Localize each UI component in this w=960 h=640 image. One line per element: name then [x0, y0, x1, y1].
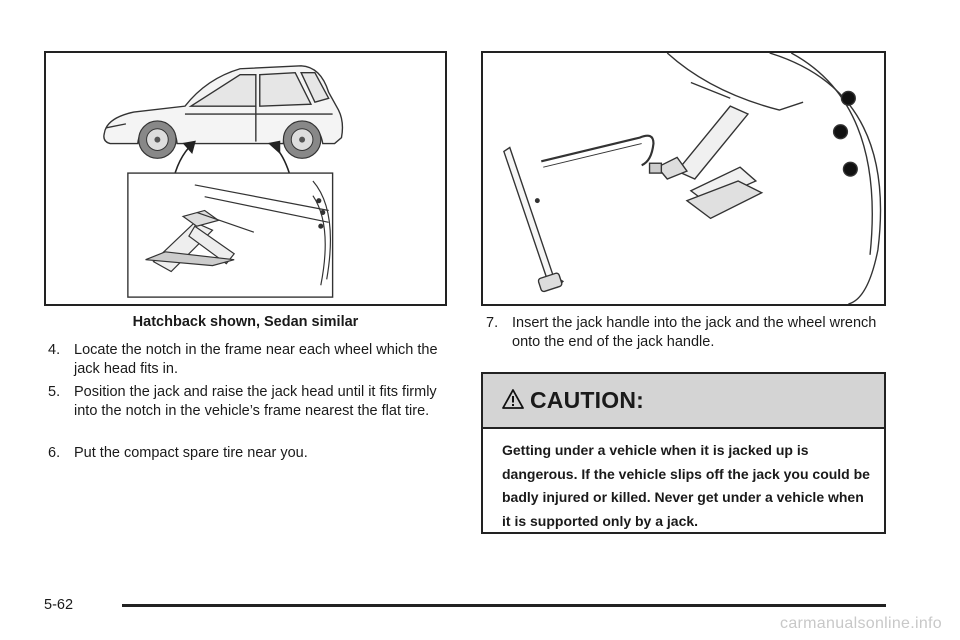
scissor-jack: [657, 106, 761, 218]
step-number: 7.: [486, 315, 499, 331]
wheel-rear: [283, 121, 320, 158]
step-7: [486, 314, 886, 352]
step-4: [48, 341, 448, 379]
caution-header: [483, 374, 884, 429]
step-number: 6.: [48, 445, 61, 461]
figure-car-jack-points: [44, 51, 447, 306]
wheel-front: [139, 121, 176, 158]
step-6: [48, 444, 448, 463]
figure-jack-handle-wrench: [481, 51, 886, 306]
warning-triangle-icon: [502, 388, 524, 410]
figure-caption: Hatchback shown, Sedan similar: [132, 314, 359, 330]
spare-tire-outline: [770, 53, 881, 304]
wheel-lug-hole: [841, 91, 855, 105]
step-number: 5.: [48, 384, 61, 400]
page-number: 5-62: [44, 597, 74, 613]
caution-text: Getting under a vehicle when it is jacked up is dangerous. If the vehicle slips off the jack you could be badly injured or killed. Never get under a vehicle when it is supported only by a jack.: [502, 442, 870, 529]
caution-title: CAUTION:: [530, 387, 645, 413]
step-text: Locate the notch in the frame near each wheel which the jack head fits in.: [74, 342, 438, 377]
jack-handle: [541, 136, 661, 173]
wheel-wrench: [504, 147, 563, 292]
step-text: Insert the jack handle into the jack and the wheel wrench onto the end of the jack handle.: [512, 315, 877, 350]
step-text: Position the jack and raise the jack head until it fits firmly into the notch in the vehicle’s frame nearest the flat tire.: [74, 384, 437, 419]
step-5: [48, 383, 448, 421]
step-text: Put the compact spare tire near you.: [74, 445, 308, 461]
caution-box: [481, 372, 886, 534]
jack-handle-illustration: [483, 53, 884, 304]
car-illustration: [46, 53, 445, 304]
watermark: carmanualsonline.info: [780, 615, 942, 632]
step-number: 4.: [48, 342, 61, 358]
footer-rule: [122, 604, 886, 607]
